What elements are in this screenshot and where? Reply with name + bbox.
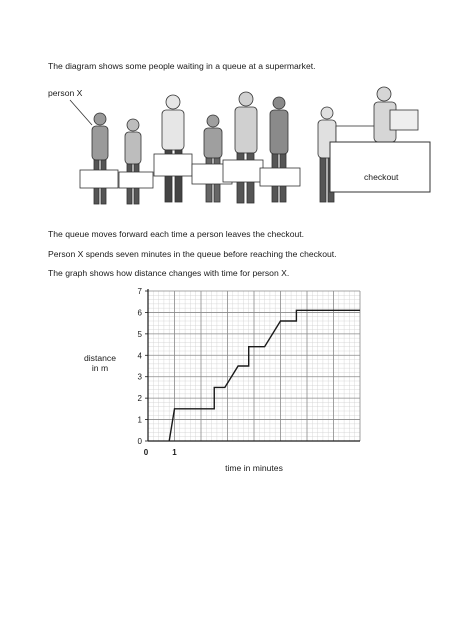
y-tick-labels [138, 287, 148, 446]
intro-text: The diagram shows some people waiting in a queue at a supermarket. [48, 61, 316, 71]
x-tick-label: 0 [143, 448, 149, 457]
queue-person-5 [223, 92, 263, 203]
y-tick-label: 1 [137, 415, 142, 425]
x-axis-label: time in minutes [225, 463, 283, 473]
statement-1: The queue moves forward each time a person leaves the checkout. [48, 229, 305, 239]
y-tick-label: 3 [137, 372, 142, 382]
x-tick-labels [144, 448, 178, 457]
queue-person-4 [192, 115, 232, 202]
checkout-label: checkout [364, 172, 399, 182]
person-x-label-group [48, 88, 92, 125]
statement-2: Person X spends seven minutes in the queue before reaching the checkout. [48, 249, 337, 259]
y-axis-label [84, 353, 116, 373]
y-tick-label: 2 [137, 394, 142, 404]
checkout-counter [330, 142, 430, 192]
y-tick-label: 7 [137, 287, 142, 296]
y-axis-label-line: distance [83, 353, 117, 363]
statement-3: The graph shows how distance changes with time for person X. [48, 268, 290, 278]
queue-illustration [40, 80, 440, 215]
queue-person-3 [154, 95, 192, 202]
queue-person-6 [260, 97, 300, 202]
y-tick-label: 6 [137, 308, 142, 318]
y-axis-label-line: in m [91, 363, 109, 373]
x-tick-label: 1 [172, 448, 177, 457]
queue-person-2 [119, 119, 153, 204]
y-tick-label: 4 [137, 351, 142, 361]
person-x-figure [80, 113, 118, 204]
cashier [374, 87, 418, 142]
distance-time-graph [70, 280, 370, 480]
y-tick-label: 5 [137, 329, 142, 339]
person-x-label: person X [48, 88, 83, 98]
y-tick-label: 0 [137, 437, 142, 446]
